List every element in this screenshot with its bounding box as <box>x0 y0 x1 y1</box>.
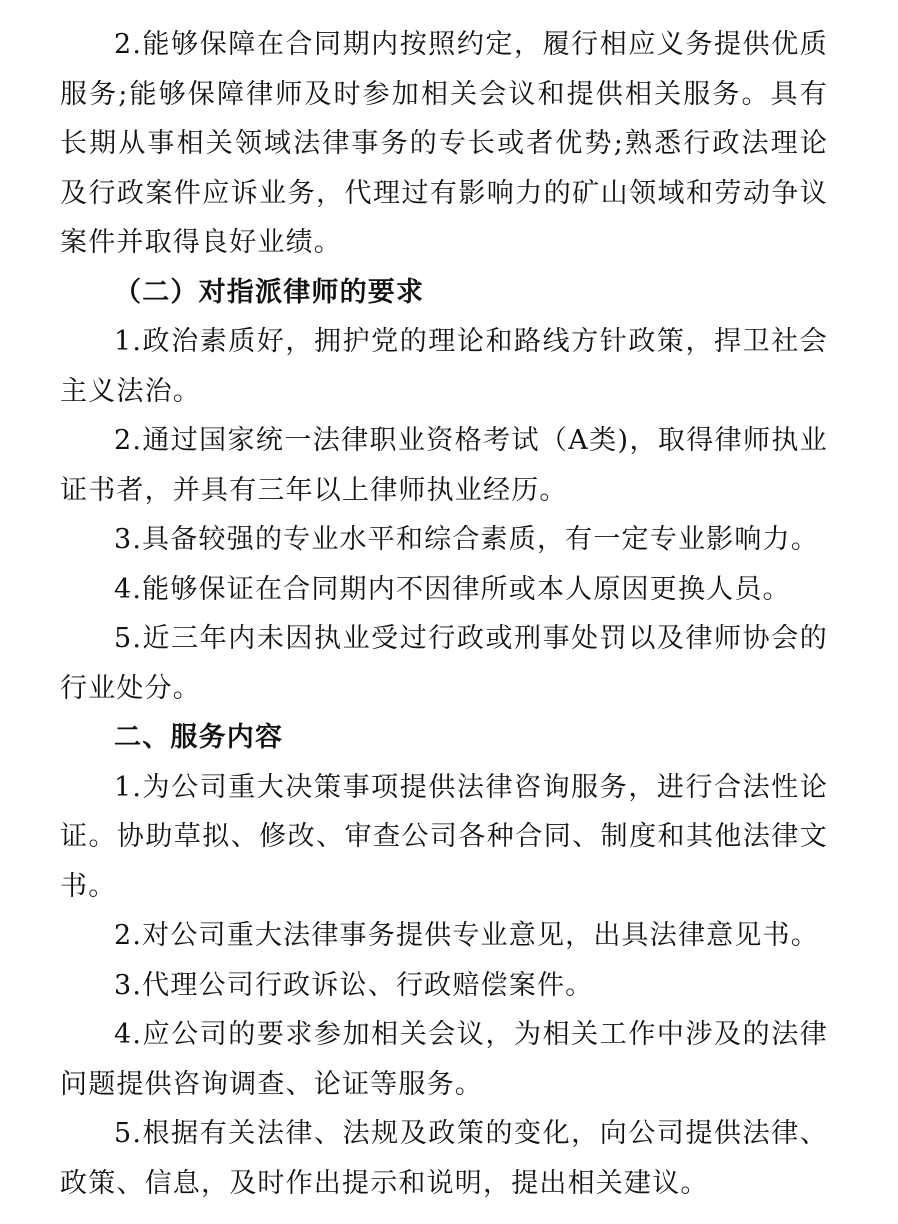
heading-lawyer-requirements: （二）对指派律师的要求 <box>114 276 425 308</box>
heading-service-content: 二、服务内容 <box>114 722 284 753</box>
paragraph-service-5: 5.根据有关法律、法规及政策的变化，向公司提供法律、政策、信息，及时作出提示和说明，提出相关建议。 <box>60 1118 828 1199</box>
paragraph-service-4: 4.应公司的要求参加相关会议，为相关工作中涉及的法律问题提供咨询调查、论证等服务。 <box>60 1019 828 1100</box>
paragraph-lawyer-service-guarantee: 2.能够保障在合同期内按照约定，履行相应义务提供优质服务;能够保障律师及时参加相关会议和提供相关服务。具有长期从事相关领域法律事务的专长或者优势;熟悉行政法理论及行政案件应诉业务，代理过有影响力的矿山领域和劳动争议案件并取得良好业绩。 <box>60 29 828 258</box>
paragraph-requirement-4: 4.能够保证在合同期内不因律所或本人原因更换人员。 <box>114 573 791 605</box>
paragraph-service-2: 2.对公司重大法律事务提供专业意见，出具法律意见书。 <box>114 920 819 951</box>
paragraph-requirement-5: 5.近三年内未因执业受过行政或刑事处罚以及律师协会的行业处分。 <box>60 623 828 704</box>
paragraph-service-1: 1.为公司重大决策事项提供法律咨询服务，进行合法性论证。协助草拟、修改、审查公司各种合同、制度和其他法律文书。 <box>60 771 828 902</box>
paragraph-requirement-2: 2.通过国家统一法律职业资格考试（A类)，取得律师执业证书者，并具有三年以上律师执业经历。 <box>60 425 828 506</box>
paragraph-service-3: 3.代理公司行政诉讼、行政赔偿案件。 <box>114 969 594 1001</box>
document-page <box>60 20 828 1208</box>
paragraph-requirement-3: 3.具备较强的专业水平和综合素质，有一定专业影响力。 <box>114 524 819 555</box>
paragraph-requirement-1: 1.政治素质好，拥护党的理论和路线方针政策，捍卫社会主义法治。 <box>60 326 828 407</box>
